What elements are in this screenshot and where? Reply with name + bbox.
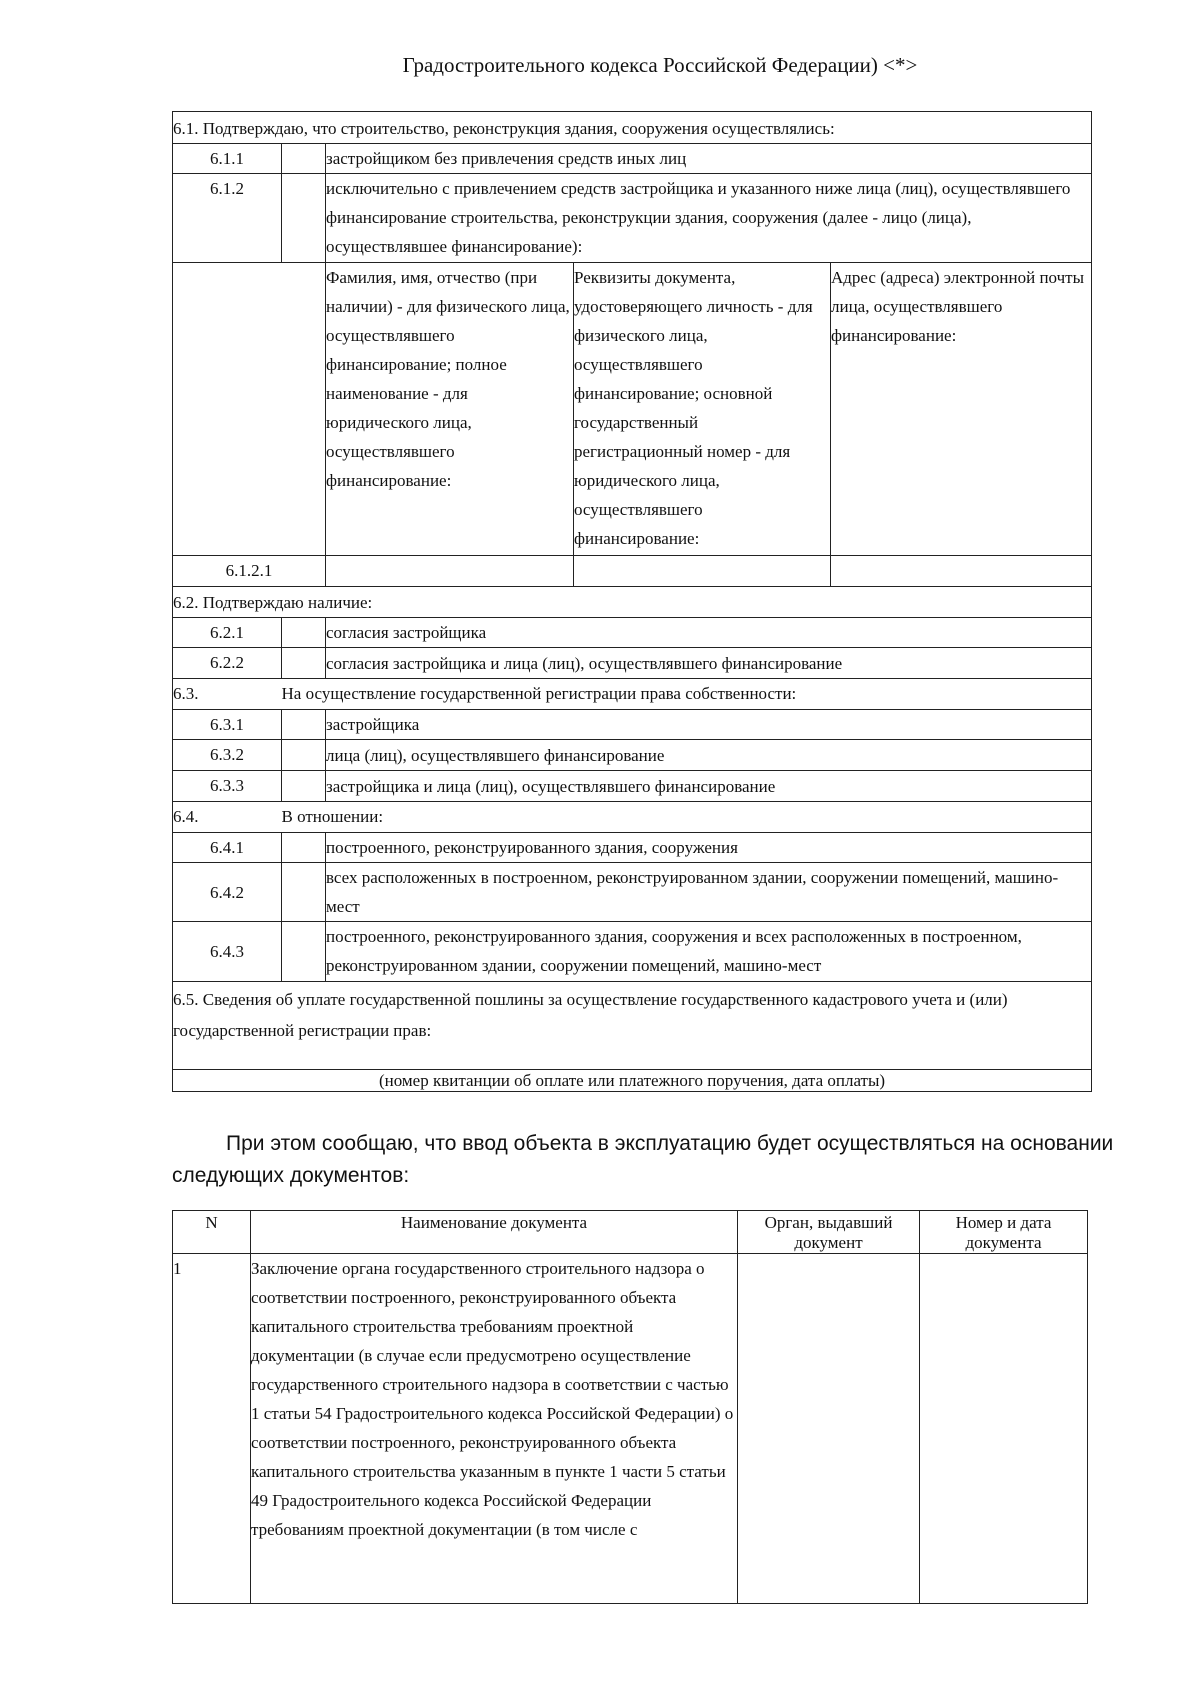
col-header-document-name: Наименование документа: [251, 1211, 738, 1254]
col-header-number-date: Номер и дата документа: [920, 1211, 1088, 1254]
financier-email-column-header: Адрес (адреса) электронной почты лица, осуществлявшего финансирование:: [831, 263, 1092, 556]
item-text: застройщика: [326, 710, 1092, 740]
financier-name-field[interactable]: [326, 556, 574, 587]
item-text: построенного, реконструированного здания, сооружения и всех расположенных в построенном, реконструированном здании, сооружении помещений, машино-мест: [326, 922, 1092, 982]
item-text: всех расположенных в построенном, реконструированном здании, сооружении помещений, машино-мест: [326, 863, 1092, 922]
section-6-3-title: На осуществление государственной регистрации права собственности:: [282, 679, 1092, 710]
intro-paragraph: При этом сообщаю, что ввод объекта в эксплуатацию будет осуществляться на основании следующих документов:: [172, 1132, 1114, 1187]
item-number: 6.1.1: [173, 144, 282, 174]
blank-cell: [173, 263, 326, 556]
number-date-field[interactable]: [920, 1254, 1088, 1604]
checkbox-cell-6-4-2[interactable]: [282, 863, 326, 922]
page-header: Градостроительного кодекса Российской Федерации) <*>: [402, 53, 918, 77]
application-section-6-table: [172, 111, 1092, 1092]
payment-details-caption: (номер квитанции об оплате или платежного поручения, дата оплаты): [173, 1070, 1092, 1092]
item-number: 6.1.2.1: [173, 556, 326, 587]
item-number: 6.4.2: [173, 863, 282, 922]
financier-document-field[interactable]: [574, 556, 831, 587]
col-header-issuing-authority: Орган, выдавший документ: [738, 1211, 920, 1254]
section-6-5-title: 6.5. Сведения об уплате государственной пошлины за осуществление государственного кадастрового учета и (или) государственной регистрации прав:: [173, 982, 1092, 1070]
item-text: согласия застройщика и лица (лиц), осуществлявшего финансирование: [326, 648, 1092, 679]
section-6-1-title: 6.1. Подтверждаю, что строительство, реконструкция здания, сооружения осуществлялись:: [173, 112, 1092, 144]
row-number: 1: [173, 1254, 251, 1604]
item-text: застройщика и лица (лиц), осуществлявшего финансирование: [326, 771, 1092, 802]
item-number: 6.2.2: [173, 648, 282, 679]
checkbox-cell-6-2-2[interactable]: [282, 648, 326, 679]
checkbox-cell-6-4-1[interactable]: [282, 833, 326, 863]
checkbox-cell-6-2-1[interactable]: [282, 618, 326, 648]
item-text: застройщиком без привлечения средств иных лиц: [326, 144, 1092, 174]
item-number: 6.3.1: [173, 710, 282, 740]
financier-document-column-header: Реквизиты документа, удостоверяющего личность - для физического лица, осуществлявшего финансирование; основной государственный регистрационный номер - для юридического лица, осуществлявшего финансирование:: [574, 263, 831, 556]
table-row: [173, 1254, 1088, 1604]
item-text: построенного, реконструированного здания, сооружения: [326, 833, 1092, 863]
item-number: 6.2.1: [173, 618, 282, 648]
item-text: лица (лиц), осуществлявшего финансирование: [326, 740, 1092, 771]
financier-email-field[interactable]: [831, 556, 1092, 587]
item-number: 6.1.2: [173, 174, 282, 263]
section-6-4-title: В отношении:: [282, 802, 1092, 833]
checkbox-cell-6-3-2[interactable]: [282, 740, 326, 771]
checkbox-cell-6-4-3[interactable]: [282, 922, 326, 982]
checkbox-cell-6-3-1[interactable]: [282, 710, 326, 740]
section-6-2-title: 6.2. Подтверждаю наличие:: [173, 587, 1092, 618]
item-text: исключительно с привлечением средств застройщика и указанного ниже лица (лиц), осуществлявшего финансирование строительства, реконструкции здания, сооружения (далее - лицо (лица), осуществлявшее финансирование):: [326, 174, 1092, 263]
section-6-3-number: 6.3.: [173, 679, 282, 710]
item-number: 6.4.1: [173, 833, 282, 863]
checkbox-cell-6-3-3[interactable]: [282, 771, 326, 802]
issuing-authority-field[interactable]: [738, 1254, 920, 1604]
documents-table: [172, 1210, 1088, 1604]
financier-name-column-header: Фамилия, имя, отчество (при наличии) - для физического лица, осуществлявшего финансирование; полное наименование - для юридического лица, осуществлявшего финансирование:: [326, 263, 574, 556]
checkbox-cell-6-1-1[interactable]: [282, 144, 326, 174]
checkbox-cell-6-1-2[interactable]: [282, 174, 326, 263]
item-number: 6.4.3: [173, 922, 282, 982]
item-text: согласия застройщика: [326, 618, 1092, 648]
document-name: [251, 1254, 738, 1604]
document-name-text: Заключение органа государственного строительного надзора о соответствии построенного, реконструированного объекта капитального строительства требованиям проектной документации (в случае если предусмотрено осуществление государственного строительного надзора в соответствии с частью 1 статьи 54 Градостроительного кодекса Российской Федерации) о соответствии построенного, реконструированного объекта капитального строительства указанным в пункте 1 части 5 статьи 49 Градостроительного кодекса Российской Федерации требованиям проектной документации (в том числе с: [251, 1259, 734, 1539]
section-6-4-number: 6.4.: [173, 802, 282, 833]
item-number: 6.3.2: [173, 740, 282, 771]
col-header-n: N: [173, 1211, 251, 1254]
item-number: 6.3.3: [173, 771, 282, 802]
